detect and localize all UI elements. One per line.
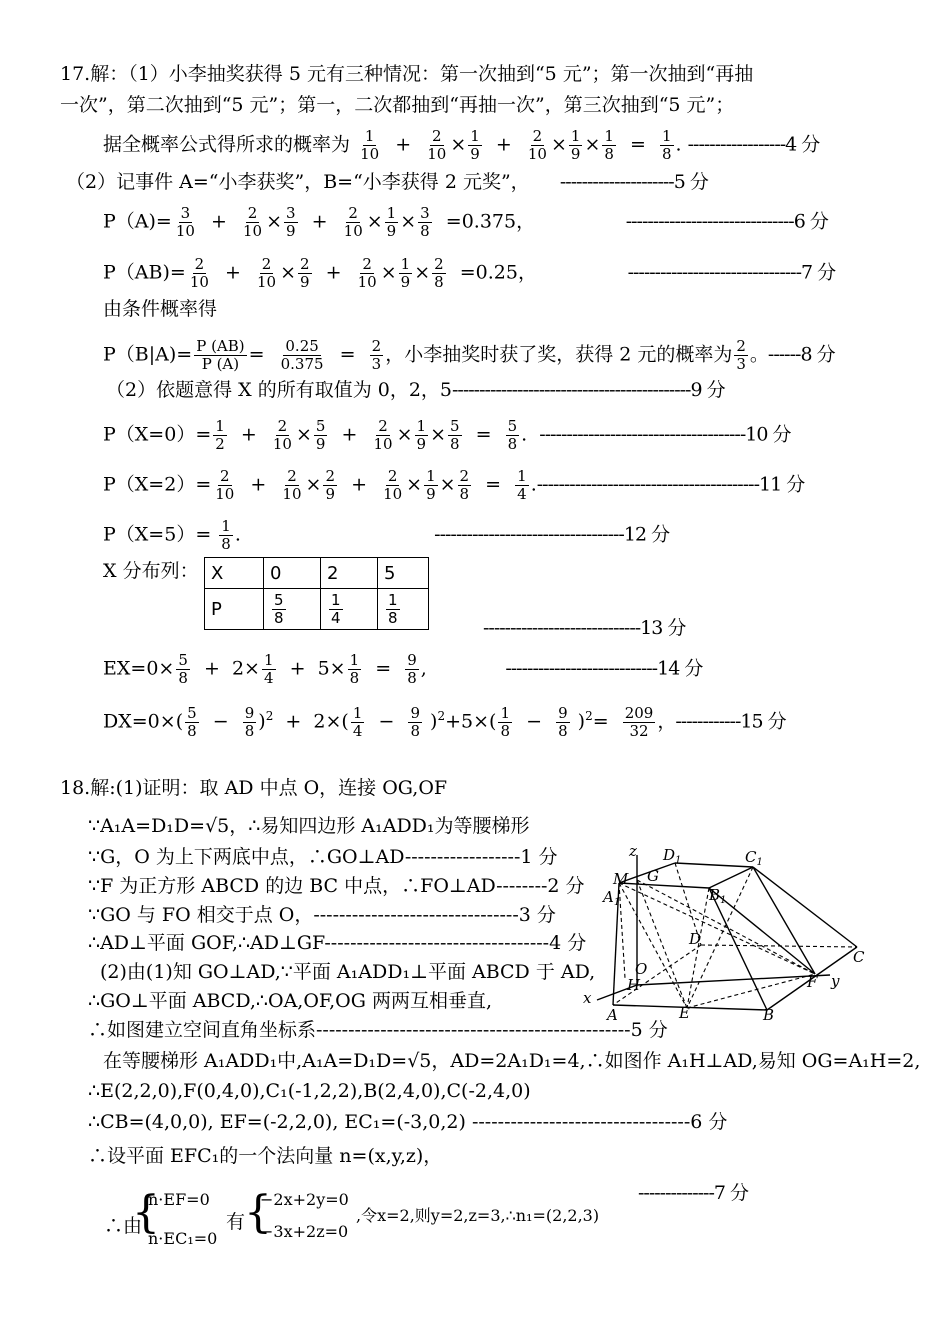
q18-sys2a: −2x+2y=0	[260, 1190, 349, 1209]
table-row	[205, 558, 429, 589]
q17-px5: P（X=5）= $\frac{1}{8}$ . -----------------------------------12 分	[103, 517, 670, 553]
distribution-table	[204, 557, 429, 630]
q18-line5: ∴AD⊥平面 GOF,∴AD⊥GF-----------------------------------4 分	[88, 932, 587, 954]
q18-line2: ∵G，O 为上下两底中点，∴GO⊥AD------------------1 分	[88, 846, 558, 868]
q17-part3-label: （2）依题意得 X 的所有取值为 0，2，5--------------------------------------------9 分	[106, 379, 725, 401]
svg-text:O: O	[635, 960, 648, 978]
svg-text:H: H	[627, 976, 641, 994]
q18-line7: ∴GO⊥平面 ABCD,∴OA,OF,OG 两两互相垂直,	[88, 990, 493, 1012]
svg-text:D1: $D_1$	[663, 846, 682, 866]
q17-ex: EX=0× $\frac{5}{8}$ + 2× $\frac{1}{4}$ + 5× $\frac{1}{8}$ = $\frac{9}{8}$ , ----------------------------14 分	[103, 651, 703, 687]
q17-line3: 据全概率公式得所求的概率为 $\frac{1}{10}$ + $\frac{2}{10}$ × $\frac{1}{9}$ + $\frac{2}{10}$ × $\frac{1}{9}$ × $\frac{1}{8}$ = $\frac{1}{8}$ . ------------------4 分	[103, 127, 820, 163]
q17-px0: P（X=0）= $\frac{1}{2}$ + $\frac{2}{10}$ × $\frac{5}{9}$ + $\frac{2}{10}$ × $\frac{1}{9}$ × $\frac{5}{8}$ = $\frac{5}{8}$ . --------------------------------------10 分	[103, 417, 791, 453]
svg-text:C: C	[853, 948, 865, 966]
q18-head: 18.解:(1)证明：取 AD 中点 O，连接 OG,OF	[60, 777, 448, 799]
q17-dist-label: X 分布列：	[103, 560, 199, 582]
svg-text:B1: $B_1$	[709, 886, 727, 906]
q18-sys1b: n·EC₁=0	[148, 1229, 218, 1248]
table-cell: 2	[321, 558, 378, 589]
q18-line9: 在等腰梯形 A₁ADD₁中,A₁A=D₁D=√5，AD=2A₁D₁=4,∴如图作 A₁H⊥AD,易知 OG=A₁H=2,	[103, 1050, 921, 1072]
svg-text:B: B	[763, 1006, 775, 1020]
table-cell: 0	[264, 558, 321, 589]
svg-text:x: x	[583, 989, 592, 1007]
q17-cond-text: 由条件概率得	[103, 298, 218, 320]
q17-dx: DX=0×( $\frac{5}{8}$ − $\frac{9}{8}$ )$^2$ + 2×( $\frac{1}{4}$ − $\frac{9}{8}$ )$^2$+5×( $\frac{1}{8}$ − $\frac{9}{8}$ )$^2$= $\frac{209}{32}$ ，------------15 分	[103, 703, 786, 740]
q18-line4: ∵GO 与 FO 相交于点 O，--------------------------------3 分	[88, 904, 556, 926]
q18-line1: ∵A₁A=D₁D=√5，∴易知四边形 A₁ADD₁为等腰梯形	[88, 815, 530, 837]
svg-text:G: G	[647, 867, 659, 885]
table-cell: $\frac{1}{4}$	[321, 589, 378, 630]
svg-text:A: A	[607, 1006, 618, 1020]
q18-line8: ∴如图建立空间直角坐标系-------------------------------------------------5 分	[88, 1019, 668, 1041]
q17-pa: P（A)= $\frac{3}{10}$ + $\frac{2}{10}$ × $\frac{3}{9}$ + $\frac{2}{10}$ × $\frac{1}{9}$ × $\frac{3}{8}$ =0.375， -------------------------------6 分	[103, 204, 828, 240]
svg-text:F: F	[807, 973, 818, 991]
q18-line10: ∴E(2,2,0),F(0,4,0),C₁(-1,2,2),B(2,4,0),C(-2,4,0)	[88, 1080, 531, 1102]
q17-px2: P（X=2）= $\frac{2}{10}$ + $\frac{2}{10}$ × $\frac{2}{9}$ + $\frac{2}{10}$ × $\frac{1}{9}$ × $\frac{2}{8}$ = $\frac{1}{4}$ .-----------------------------------------11 分	[103, 467, 805, 503]
table-cell: 5	[378, 558, 429, 589]
q17-part2-label: （2）记事件 A=“小李获奖”，B=“小李获得 2 元奖”， ---------------------5 分	[66, 171, 708, 193]
q18-line12: ∴设平面 EFC₁的一个法向量 n=(x,y,z)，	[88, 1145, 443, 1167]
svg-text:C1: $C_1$	[745, 848, 763, 868]
q17-line2: 一次”，第二次抽到“5 元”；第一，二次都抽到“再抽一次”，第三次抽到“5 元”；	[60, 94, 735, 116]
svg-text:y: y	[831, 972, 840, 990]
q18-line13-pre: ∴由	[104, 1215, 143, 1237]
table-cell: P	[205, 589, 264, 630]
q17-pba: P（B|A)= $\frac{P (AB)}{P (A)}$ = $\frac{0.25}{0.375}$ = $\frac{2}{3}$ ，小李抽奖时获了奖，获得 2 元的概率为 $\frac{2}{3}$ 。------8 分	[103, 337, 835, 373]
q18-line3: ∵F 为正方形 ABCD 的边 BC 中点，∴FO⊥AD--------2 分	[88, 875, 585, 897]
q18-line6: (2)由(1)知 GO⊥AD,∵平面 A₁ADD₁⊥平面 ABCD 于 AD,	[100, 961, 596, 983]
table-cell: X	[205, 558, 264, 589]
left-brace: {	[244, 1187, 272, 1238]
svg-text:M: M	[613, 870, 629, 888]
svg-text:D: D	[689, 930, 702, 948]
q17-head: 17.解：（1）小李抽奖获得 5 元有三种情况：第一次抽到“5 元”；第一次抽到“再抽	[60, 63, 754, 85]
q18-line11: ∴CB=(4,0,0), EF=(-2,2,0), EC₁=(-3,0,2) ----------------------------------6 分	[88, 1111, 728, 1133]
left-brace: {	[132, 1187, 160, 1238]
solid-geometry-figure	[575, 840, 875, 1020]
q17-s13: -----------------------------13 分	[483, 617, 686, 639]
q18-line13-post: ,令x=2,则y=2,z=3,∴n₁=(2,2,3)	[356, 1206, 600, 1225]
svg-text:E: E	[679, 1004, 690, 1020]
table-cell: $\frac{5}{8}$	[264, 589, 321, 630]
q17-pab: P（AB)= $\frac{2}{10}$ + $\frac{2}{10}$ × $\frac{2}{9}$ + $\frac{2}{10}$ × $\frac{1}{9}$ × $\frac{2}{8}$ =0.25， --------------------------------7 分	[103, 255, 836, 291]
q18-sys1a: n·EF=0	[148, 1190, 210, 1209]
q18-sys2b: −3x+2z=0	[260, 1222, 349, 1241]
q18-line13-mid: 有	[226, 1211, 246, 1233]
table-row	[205, 589, 429, 630]
q18-s7: --------------7 分	[638, 1182, 749, 1204]
table-cell: $\frac{1}{8}$	[378, 589, 429, 630]
svg-text:A1: $A_1$	[603, 888, 621, 908]
svg-text:z: z	[629, 842, 637, 860]
